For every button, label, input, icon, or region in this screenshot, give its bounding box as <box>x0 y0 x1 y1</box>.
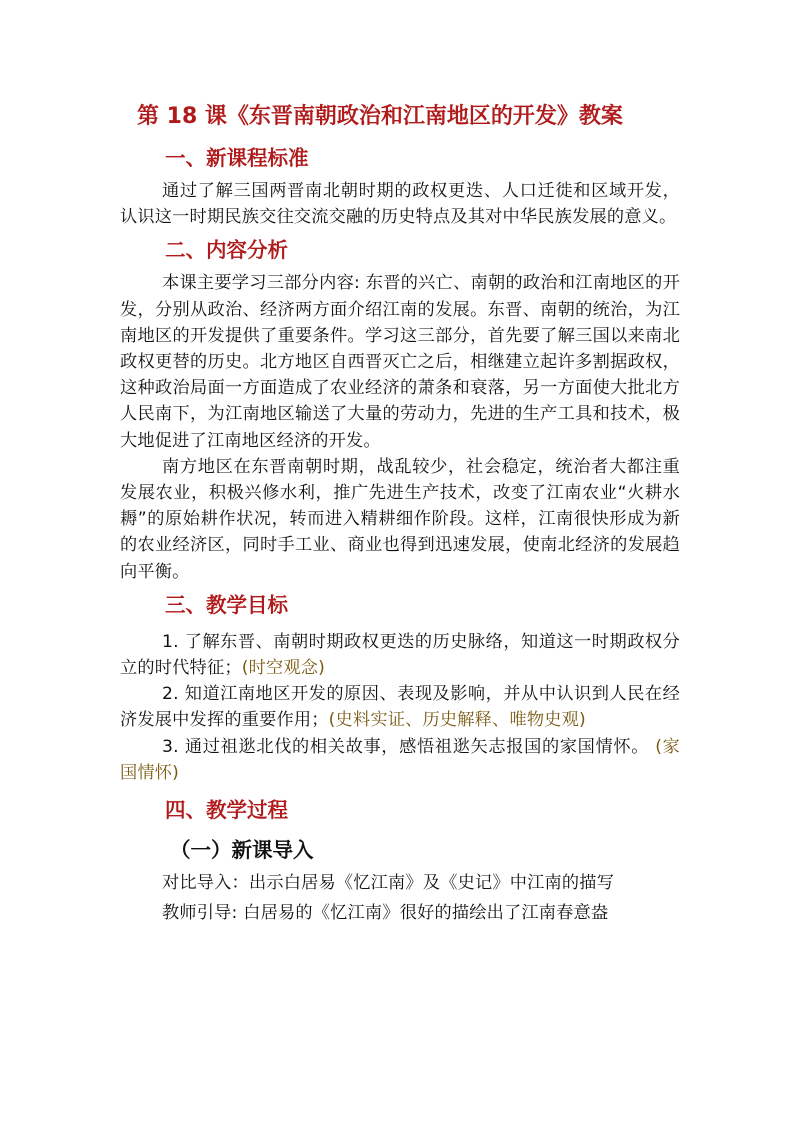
teaching-goal-3-tag: (家国情怀) <box>120 736 680 783</box>
content-analysis-paragraph-2: 南方地区在东晋南朝时期，战乱较少，社会稳定，统治者大都注重发展农业，积极兴修水利，推广先进生产技术，改变了江南农业“火耕水耨”的原始耕作状况，转而进入精耕细作阶段。这样，江南很快形成为新的农业经济区，同时手工业、商业也得到迅速发展，使南北经济的发展趋向平衡。 <box>120 456 680 582</box>
teaching-goal-2 <box>120 681 680 733</box>
teaching-goal-3-text: 3. 通过祖逖北伐的相关故事，感悟祖逖矢志报国的家国情怀。 <box>162 736 650 757</box>
subsection-heading-lesson-intro: （一）新课导入 <box>170 838 314 863</box>
section-heading-curriculum-standard: 一、新课程标准 <box>165 146 309 170</box>
section-heading-teaching-process: 四、教学过程 <box>165 798 288 823</box>
content-analysis-paragraph-1: 本课主要学习三部分内容: 东晋的兴亡、南朝的政治和江南地区的开发，分别从政治、经济两方面介绍江南的发展。东晋、南朝的统治，为江南地区的开发提供了重要条件。学习这三部分，首先要了解三国以来南北政权更替的历史。北方地区自西晋灭亡之后，相继建立起许多割据政权，这种政治局面一方面造成了农业经济的萧条和衰落，另一方面使大批北方人民南下，为江南地区输送了大量的劳动力，先进的生产工具和技术，极大地促进了江南地区经济的开发。 <box>120 273 680 451</box>
document-page <box>120 96 680 926</box>
section-heading-content-analysis: 二、内容分析 <box>165 238 288 263</box>
curriculum-standard-paragraph: 通过了解三国两晋南北朝时期的政权更迭、人口迁徙和区域开发，认识这一时期民族交往交流交融的历史特点及其对中华民族发展的意义。 <box>120 181 680 228</box>
teaching-goal-1 <box>120 629 680 681</box>
teaching-goal-1-tag: (时空观念) <box>241 658 326 679</box>
teaching-goal-3 <box>120 734 680 786</box>
document-title: 第 18 课《东晋南朝政治和江南地区的开发》教案 <box>137 104 623 129</box>
teaching-goal-2-tag: (史料实证、历史解释、唯物史观) <box>328 710 586 731</box>
lesson-intro-paragraph-2: 教师引导: 白居易的《忆江南》很好的描绘出了江南春意盎 <box>162 903 609 924</box>
teaching-goal-2-text: 2. 知道江南地区开发的原因、表现及影响，并从中认识到人民在经济发展中发挥的重要作用； <box>120 684 680 731</box>
lesson-intro-paragraph-1: 对比导入：出示白居易《忆江南》及《史记》中江南的描写 <box>162 873 615 894</box>
teaching-goal-1-text: 1. 了解东晋、南朝时期政权更迭的历史脉络，知道这一时期政权分立的时代特征； <box>120 631 680 679</box>
section-heading-teaching-goals: 三、教学目标 <box>165 592 288 617</box>
